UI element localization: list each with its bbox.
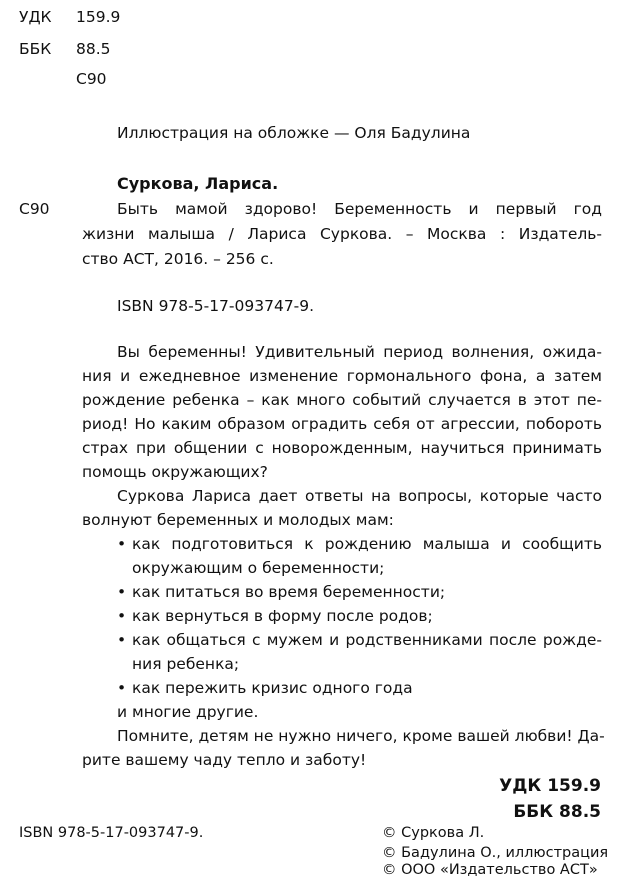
annotation-line: страх при общении с новорожденным, научиться принимать — [82, 439, 602, 457]
annotation-line: ния и ежедневное изменение гормонального фона, а затем — [82, 367, 602, 385]
bullet-icon: • — [117, 535, 127, 553]
annotation-line: рите вашему чаду тепло и заботу! — [82, 751, 367, 769]
annotation-line: помощь окружающих? — [82, 463, 268, 481]
bullet-item: как вернуться в форму после родов; — [132, 607, 433, 625]
author-heading: Суркова, Лариса. — [117, 174, 279, 193]
copyright-line: © ООО «Издательство АСТ» — [382, 862, 598, 878]
footer-isbn: ISBN 978-5-17-093747-9. — [19, 825, 204, 841]
catalog-isbn: ISBN 978-5-17-093747-9. — [117, 297, 315, 315]
annotation-line: Вы беременны! Удивительный период волнения, ожида- — [117, 343, 602, 361]
annotation-line: волнуют беременных и молодых мам: — [82, 511, 394, 529]
bullet-item: как общаться с мужем и родственниками после рожде- — [132, 631, 602, 649]
bullet-icon: • — [117, 583, 127, 601]
annotation-line: риод! Но каким образом оградить себя от агрессии, побороть — [82, 415, 602, 433]
bullet-item: как питаться во время беременности; — [132, 583, 446, 601]
bbk-value: 88.5 — [76, 40, 111, 58]
bullet-icon: • — [117, 607, 127, 625]
udk-bottom: УДК 159.9 — [499, 776, 601, 796]
copyright-line: © Бадулина О., иллюстрация — [382, 845, 609, 861]
udk-value: 159.9 — [76, 8, 121, 26]
catalog-line: жизни малыша / Лариса Суркова. – Москва : Издатель- — [82, 225, 602, 243]
udk-label: УДК — [19, 8, 52, 26]
bullet-item: как пережить кризис одного года — [132, 679, 413, 697]
bullet-item-cont: ния ребенка; — [132, 655, 240, 673]
bullet-item: как подготовиться к рождению малыша и сообщить — [132, 535, 602, 553]
bullet-icon: • — [117, 631, 127, 649]
catalog-line: Быть мамой здорово! Беременность и первый год — [117, 200, 602, 218]
copyright-line: © Суркова Л. — [382, 825, 485, 841]
annotation-line: Помните, детям не нужно ничего, кроме вашей любви! Да- — [117, 727, 605, 745]
after-bullets: и многие другие. — [117, 703, 259, 721]
catalog-line: ство АСТ, 2016. – 256 с. — [82, 250, 274, 268]
bbk-label: ББК — [19, 40, 52, 58]
bullet-icon: • — [117, 679, 127, 697]
cover-credit: Иллюстрация на обложке — Оля Бадулина — [117, 124, 471, 142]
bullet-item-cont: окружающим о беременности; — [132, 559, 385, 577]
annotation-line: рождение ребенка – как много событий случается в этот пе- — [82, 391, 602, 409]
bbk-bottom: ББК 88.5 — [513, 802, 601, 822]
catalog-sign: С90 — [19, 200, 50, 218]
author-sign-top: С90 — [76, 70, 107, 88]
annotation-line: Суркова Лариса дает ответы на вопросы, которые часто — [117, 487, 602, 505]
